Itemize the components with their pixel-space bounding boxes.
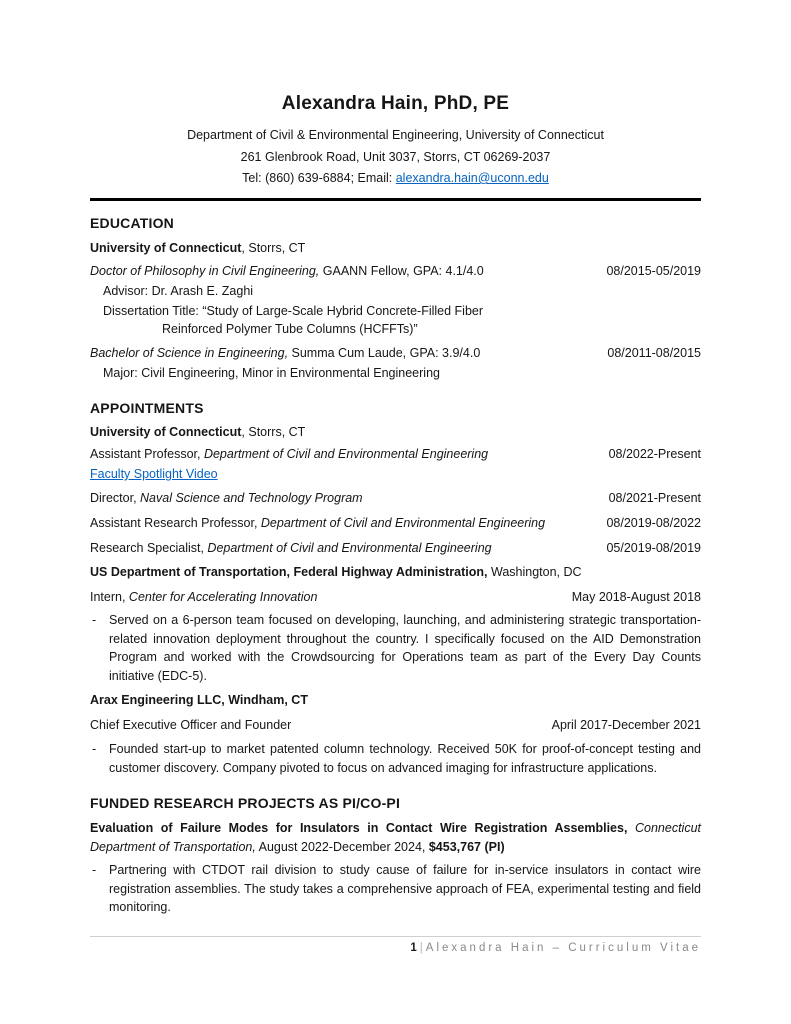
uconn-employer-location: , Storrs, CT bbox=[241, 425, 306, 439]
appointment-org: Department of Civil and Environmental Engineering bbox=[203, 447, 489, 461]
institution-name: University of Connecticut bbox=[90, 240, 242, 255]
page-footer bbox=[90, 936, 701, 954]
bs-degree-text bbox=[90, 344, 607, 362]
appointment-text bbox=[90, 514, 606, 532]
section-heading-education: EDUCATION bbox=[90, 214, 174, 231]
appointment-date: 08/2021-Present bbox=[608, 491, 701, 505]
contact-prefix: Tel: (860) 639-6884; Email: bbox=[242, 171, 396, 185]
section-heading-appointments: APPOINTMENTS bbox=[90, 400, 204, 416]
project-amount: $453,767 (PI) bbox=[428, 839, 505, 854]
usdot-employer-line bbox=[90, 563, 701, 581]
faculty-spotlight-video-link[interactable]: Faculty Spotlight Video bbox=[90, 467, 218, 481]
arax-bullet-item bbox=[90, 740, 701, 777]
dissertation-line-2: Reinforced Polymer Tube Columns (HCFFTs)” bbox=[162, 321, 418, 336]
appointment-role: Chief Executive Officer and Founder bbox=[90, 718, 292, 732]
page-number: 1 bbox=[410, 942, 420, 954]
institution-location: , Storrs, CT bbox=[241, 240, 306, 255]
appointment-row-director bbox=[90, 489, 701, 507]
spotlight-link-line bbox=[90, 465, 701, 483]
appointments-institution-line bbox=[90, 423, 701, 441]
address-line: 261 Glenbrook Road, Unit 3037, Storrs, CT 06269-2037 bbox=[240, 149, 551, 164]
bs-degree-title: Bachelor of Science in Engineering, bbox=[90, 346, 289, 360]
email-link[interactable]: alexandra.hain@uconn.edu bbox=[395, 171, 549, 185]
appointment-date: April 2017-December 2021 bbox=[551, 718, 701, 732]
section-heading-funded-research: FUNDED RESEARCH PROJECTS AS PI/CO-PI bbox=[90, 795, 401, 811]
appointment-text bbox=[90, 588, 572, 606]
cv-content bbox=[90, 0, 701, 917]
project-period: August 2022-December 2024, bbox=[255, 839, 429, 854]
appointment-role: Intern, bbox=[90, 590, 129, 604]
education-institution-line bbox=[90, 239, 701, 257]
bullet-marker: - bbox=[92, 742, 97, 756]
uconn-employer-name: University of Connecticut bbox=[90, 425, 242, 439]
footer-rule bbox=[90, 936, 701, 937]
usdot-employer-location: Washington, DC bbox=[487, 565, 582, 579]
institution-text bbox=[90, 239, 701, 257]
project-title-line bbox=[90, 819, 701, 856]
bullet-text: Served on a 6-person team focused on developing, launching, and administering strategic transportation-related innovation deployment throughout the country. I specifically focused on the AID Demonstration Program and worked with the Crowdsourcing for Operations team as part of the Every Day Counts initiative (EDC-5). bbox=[109, 613, 701, 683]
uconn-employer-text bbox=[90, 423, 701, 441]
appointment-org: Naval Science and Technology Program bbox=[140, 491, 363, 505]
appointment-text bbox=[90, 489, 609, 507]
appointment-row-research-specialist bbox=[90, 539, 701, 557]
phd-degree-title: Doctor of Philosophy in Civil Engineering, bbox=[90, 263, 320, 278]
arax-ceo-row bbox=[90, 716, 701, 734]
footer-separator: | bbox=[419, 942, 426, 954]
usdot-intern-row bbox=[90, 588, 701, 606]
footer-text bbox=[90, 942, 701, 954]
page-title: Alexandra Hain, PhD, PE bbox=[281, 93, 510, 114]
bs-major-line: Major: Civil Engineering, Minor in Environmental Engineering bbox=[103, 366, 440, 380]
bullet-marker: - bbox=[92, 613, 97, 627]
phd-date: 08/2015-05/2019 bbox=[606, 263, 701, 278]
appointment-text bbox=[90, 539, 606, 557]
appointment-date: 08/2019-08/2022 bbox=[606, 516, 701, 530]
phd-advisor-line: Advisor: Dr. Arash E. Zaghi bbox=[103, 283, 254, 298]
arax-employer-line bbox=[90, 691, 701, 709]
appointment-date: May 2018-August 2018 bbox=[571, 590, 701, 604]
appointment-role: Assistant Professor, bbox=[90, 447, 204, 461]
appointment-role: Director, bbox=[90, 491, 141, 505]
appointment-org: Department of Civil and Environmental Engineering bbox=[207, 541, 492, 555]
project-sponsor: Connecticut Department of Transportation, bbox=[90, 821, 701, 854]
contact-line bbox=[90, 168, 701, 190]
appointment-role: Research Specialist, bbox=[90, 541, 208, 555]
bullet-text: Founded start-up to market patented column technology. Received 50K for proof-of-concept testing and customer discovery. Company pivoted to focus on advanced imaging for infrastructure applications. bbox=[109, 742, 701, 775]
arax-employer-name: Arax Engineering LLC, Windham, CT bbox=[90, 693, 308, 707]
phd-degree-text bbox=[90, 262, 606, 280]
bs-degree-details: Summa Cum Laude, GPA: 3.9/4.0 bbox=[288, 346, 481, 360]
usdot-employer-name: US Department of Transportation, Federal Highway Administration, bbox=[90, 565, 488, 579]
phd-degree-row bbox=[90, 262, 701, 280]
usdot-bullet-item bbox=[90, 611, 701, 685]
appointment-text bbox=[90, 445, 609, 463]
header-rule bbox=[90, 198, 701, 201]
appointment-org: Department of Civil and Environmental Engineering bbox=[260, 516, 546, 530]
usdot-employer-text bbox=[90, 563, 701, 581]
bs-date: 08/2011-08/2015 bbox=[607, 346, 701, 360]
phd-degree-details: GAANN Fellow, GPA: 4.1/4.0 bbox=[319, 263, 484, 278]
appointment-date: 08/2022-Present bbox=[608, 447, 701, 461]
header-contact-block bbox=[90, 125, 701, 190]
appointment-row-assistant-professor bbox=[90, 445, 701, 463]
dissertation-line-1: Dissertation Title: “Study of Large-Scale Hybrid Concrete-Filled Fiber bbox=[103, 303, 484, 318]
footer-label: Alexandra Hain – Curriculum Vitae bbox=[425, 942, 701, 954]
project-title: Evaluation of Failure Modes for Insulators in Contact Wire Registration Assemblies, bbox=[90, 821, 628, 835]
appointment-date: 05/2019-08/2019 bbox=[606, 541, 701, 555]
bs-degree-row bbox=[90, 344, 701, 362]
project-bullet-item bbox=[90, 861, 701, 917]
bullet-text: Partnering with CTDOT rail division to study cause of failure for in-service insulators in contact wire registration assemblies. The study takes a comprehensive approach of FEA, experimental testing and field monitoring. bbox=[109, 863, 701, 914]
appointment-org: Center for Accelerating Innovation bbox=[128, 590, 318, 604]
bullet-marker: - bbox=[92, 863, 97, 877]
appointment-row-assistant-research-professor bbox=[90, 514, 701, 532]
appointment-role: Assistant Research Professor, bbox=[90, 516, 261, 530]
department-line: Department of Civil & Environmental Engineering, University of Connecticut bbox=[187, 128, 604, 142]
